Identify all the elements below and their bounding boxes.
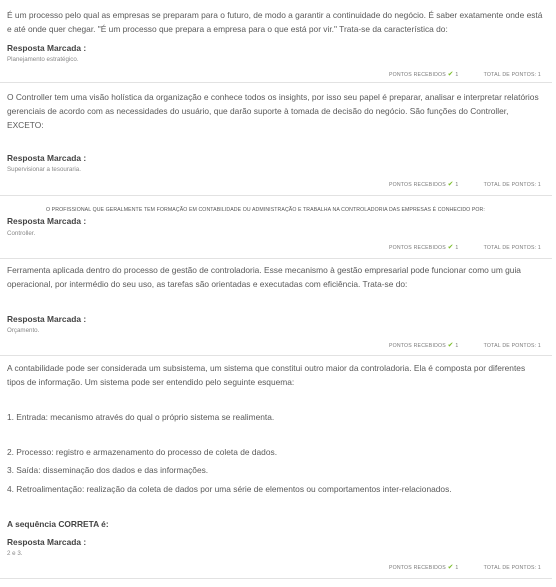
score-line [389, 243, 541, 251]
score-line [389, 180, 541, 188]
check-icon: ✔ [447, 564, 454, 571]
score-line [389, 341, 541, 349]
answer-label: Resposta Marcada : [7, 314, 87, 324]
total-value: 1 [537, 565, 541, 571]
total-label: TOTAL DE PONTOS: [483, 245, 537, 251]
answer-label: Resposta Marcada : [7, 153, 87, 163]
question-text: O Controller tem uma visão holística da organização e conhece todos os insights, por isso seu papel é preparar, analisar e interpretar relatórios gerenciais de acordo com as necessidades do usuário, que darão suporte à tomada de decisão do negócio. São funções do Controller, EXCETO: [7, 92, 539, 130]
answer-value: Supervisionar a tesouraria. [7, 166, 81, 173]
points-value: 1 [455, 72, 459, 78]
total-label: TOTAL DE PONTOS: [483, 72, 537, 78]
total-value: 1 [537, 343, 541, 349]
answer-value: 2 e 3. [7, 550, 23, 557]
answer-value: Controller. [7, 230, 36, 237]
points-label: PONTOS RECEBIDOS [388, 72, 446, 78]
score-line [389, 70, 541, 78]
points-label: PONTOS RECEBIDOS [388, 565, 446, 571]
points-value: 1 [455, 245, 459, 251]
check-icon: ✔ [447, 342, 454, 349]
total-label: TOTAL DE PONTOS: [483, 182, 537, 188]
list-item: 3. Saída: disseminação dos dados e das informações. [7, 465, 209, 475]
points-label: PONTOS RECEBIDOS [388, 245, 446, 251]
question-text: O PROFISSIONAL QUE GERALMENTE TEM FORMAÇÃO EM CONTABILIDADE OU ADMINISTRAÇÃO E TRABALHA NA CONTROLADORIA DAS EMPRESAS É CONHECIDO POR: [46, 207, 485, 213]
answer-value: Orçamento. [7, 327, 40, 334]
question-prompt: A sequência CORRETA é: [7, 519, 109, 529]
total-value: 1 [537, 182, 541, 188]
question-card [0, 196, 552, 259]
points-value: 1 [455, 182, 459, 188]
points-label: PONTOS RECEBIDOS [388, 343, 446, 349]
points-value: 1 [455, 565, 459, 571]
list-item: 4. Retroalimentação: realização da coleta de dados por uma série de elementos ou comportamentos inter-relacionados. [7, 484, 452, 494]
question-text: Ferramenta aplicada dentro do processo de gestão de controladoria. Esse mecanismo à gestão empresarial pode funcionar como um guia operacional, por intermédio do seu uso, as tarefas são orientadas e executadas com eficiência. Trata-se do: [7, 265, 521, 289]
points-value: 1 [455, 343, 459, 349]
question-text: A contabilidade pode ser considerada um subsistema, um sistema que constitui outro maior da controladoria. Ela é composta por diferentes tipos de informação. Um sistema pode ser entendido pelo seguinte esquema: [7, 363, 526, 387]
answer-label: Resposta Marcada : [7, 216, 87, 226]
check-icon: ✔ [447, 244, 454, 251]
question-card [0, 0, 552, 83]
answer-label: Resposta Marcada : [7, 43, 87, 53]
points-label: PONTOS RECEBIDOS [388, 182, 446, 188]
list-item: 2. Processo: registro e armazenamento do processo de coleta de dados. [7, 447, 278, 457]
question-card [0, 356, 552, 579]
question-text: É um processo pelo qual as empresas se preparam para o futuro, de modo a garantir a continuidade do negócio. É saber exatamente onde está e até onde quer chegar. "É um processo que prepara a empresa para o que está por vir." Trata-se da característica do: [7, 10, 543, 34]
question-card [0, 259, 552, 356]
check-icon: ✔ [447, 71, 454, 78]
total-value: 1 [537, 245, 541, 251]
total-value: 1 [537, 72, 541, 78]
total-label: TOTAL DE PONTOS: [483, 343, 537, 349]
check-icon: ✔ [447, 181, 454, 188]
list-item: 1. Entrada: mecanismo através do qual o próprio sistema se realimenta. [7, 412, 275, 422]
total-label: TOTAL DE PONTOS: [483, 565, 537, 571]
answer-label: Resposta Marcada : [7, 537, 87, 547]
score-line [389, 563, 541, 571]
question-card [0, 83, 552, 196]
answer-value: Planejamento estratégico. [7, 56, 79, 63]
